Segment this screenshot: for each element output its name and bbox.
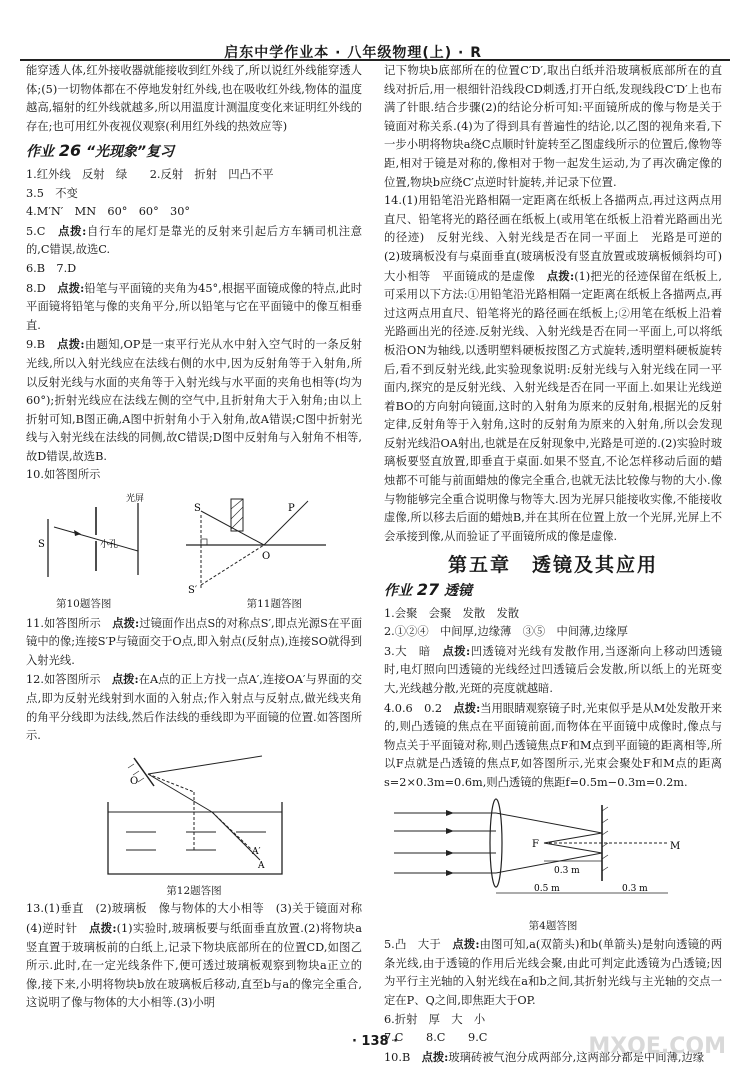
homework-27-heading xyxy=(384,581,722,601)
answer-b5-key: 5.凸 大于 xyxy=(384,938,453,952)
answer-b10-text: 玻璃砖被气泡分成两部分,这两部分都是中间薄,边缘 xyxy=(448,1050,705,1064)
figure-12-svg xyxy=(26,750,362,878)
watermark: MXQE.COM xyxy=(588,1034,726,1059)
hint-tag: 点拨: xyxy=(452,937,480,952)
homework-26-heading xyxy=(26,142,362,162)
answer-b5 xyxy=(384,935,722,1010)
fig4-label-0.3a: 0.3 m xyxy=(554,865,580,876)
header-rule xyxy=(20,59,730,61)
fig10-label-screen: 光屏 xyxy=(126,494,145,505)
answer-11 xyxy=(26,614,362,671)
hint-tag: 点拨: xyxy=(421,1049,449,1064)
answer-14-key: 14.(1)用铅笔沿光路相隔一定距离在纸板上各描两点,再过这两点用直尺、铅笔将光的路径画在纸板上(或用笔在纸板上沿着光路画出光的径迹) 反射光线、入射光线是否在同一平面上 光路是可逆的 (2)玻璃板没有与桌面垂直(玻璃板没有竖直放置或玻璃板倾斜均可) 大小相等 平面镜成的是虚像 xyxy=(384,194,734,283)
fig12-label-a-prime: A′ xyxy=(252,846,261,857)
answer-14 xyxy=(384,192,734,546)
answer-6-7: 6.B 7.D xyxy=(26,261,77,275)
fig10-caption: 第10题答图 xyxy=(56,598,112,611)
answer-13-continued: 记下物块b底部所在的位置C′D′,取出白纸并沿玻璃板底部所在的直线对折后,用一根细针沿线段CD刺透,打开白纸,发现线段C′D′上也布满了针眼.结合步骤(2)的结论分析可知:平面镜所成的像与物是关于镜面对称关系.(4)为了得到具有普遍性的结论,以乙图的视角来看,下一步小明将物块a绕C点顺时针旋转至乙图虚线所示的位置后,像物等距,相对于镜是对称的,像相对于物一起发生运动,为了再次确定像的位置,物块b应绕C′点逆时针旋转,并记录下位置. xyxy=(384,64,722,189)
fig4-label-0.3b: 0.3 m xyxy=(622,883,648,894)
fig11-label-o: O xyxy=(262,551,271,563)
hint-tag: 点拨: xyxy=(57,280,85,295)
fig11-label-s-prime: S′ xyxy=(188,585,198,597)
figure-4-svg xyxy=(384,797,722,913)
hw27-number: 27 xyxy=(416,580,440,600)
answer-12 xyxy=(26,670,362,745)
answer-b4-key: 4.0.6 0.2 xyxy=(384,701,454,715)
answer-9-key: 9.B xyxy=(26,338,58,352)
answer-9-text: 由题知,OP是一束平行光从水中射入空气时的一条反射光线,所以入射光线应在法线右侧的水中,因为反射角等于入射角,所以反射光线与水面的夹角等于入射光线与水平面的夹角也相等(均为60°);折射光线应在法线左侧的空气中,且折射角大于入射角;由以上折射可知,B图正确,A图中折射角小于入射角,故A错误;C图中折射光线与入射光线在法线的同侧,故C错误;D图中反射角与入射角不相等,故D错误,故选B. xyxy=(26,338,362,463)
figure-12 xyxy=(26,750,362,878)
answer-b3-key: 3.大 暗 xyxy=(384,644,443,658)
hint-tag: 点拨: xyxy=(442,643,471,658)
answer-10: 10.如答图所示 xyxy=(26,468,101,482)
answer-b10-key: 10.B xyxy=(384,1050,422,1064)
answer-5 xyxy=(26,222,362,260)
intro-paragraph: 能穿透人体,红外接收器就能接收到红外线了,所以说红外线能穿透人体;(5)一切物体都在不停地发射红外线,也在吸收红外线,物体的温度越高,辐射的红外线就越多,所以用温度计测温度变化来证明红外线的存在;也可用红外夜视仪观察(利用红外线的热效应等) xyxy=(26,64,362,133)
fig11-label-p: P xyxy=(288,503,295,515)
answer-5-key: 5.C xyxy=(26,224,59,238)
answer-b3-text: 凹透镜对光线有发散作用,当逐渐向上移动凹透镜时,电灯照向凹透镜的光线经过凹透镜后会发散,所以纸上的光斑变大,光线越分散,光斑的亮度就越暗. xyxy=(384,644,723,695)
fig4-caption: 第4题答图 xyxy=(528,919,578,932)
fig12-caption: 第12题答图 xyxy=(166,884,222,897)
right-column xyxy=(384,62,734,1067)
hint-tag: 点拨: xyxy=(453,700,481,715)
answer-13 xyxy=(26,900,374,1013)
answer-b2: 2.①②④ 中间厚,边缘薄 ③⑤ 中间薄,边缘厚 xyxy=(384,625,628,639)
answer-11-key: 11.如答图所示 xyxy=(26,616,113,630)
fig10-label-hole: 小孔 xyxy=(100,540,119,551)
hint-tag: 点拨: xyxy=(111,672,139,687)
answer-b1: 1.会聚 会聚 发散 发散 xyxy=(384,606,520,620)
hint-tag: 点拨: xyxy=(112,615,140,630)
page-number: · 138 · xyxy=(351,1034,399,1049)
figure-10-11-svg xyxy=(26,489,362,597)
answer-b3 xyxy=(384,642,722,699)
fig12-label-o: O xyxy=(130,775,139,787)
answer-8-text: 铅笔与平面镜的夹角为45°,根据平面镜成像的特点,此时平面镜将铅笔与像的夹角平分,所以铅笔与它在平面镜中的像互相垂直. xyxy=(26,281,362,332)
answer-b6: 6.折射 厚 大 小 xyxy=(384,1012,486,1026)
answer-12-key: 12.如答图所示 xyxy=(26,673,112,687)
answer-9 xyxy=(26,335,362,466)
answer-b5-text: 由图可知,a(双箭头)和b(单箭头)是射向透镜的两条光线,由于透镜的作用后光线会聚,由此可判定此透镜为凸透镜;因为平行主光轴的入射光线在a和b之间,其折射光线与主光轴的交点一定在P、Q之间,即焦距大于OP. xyxy=(384,938,723,1007)
fig11-label-s: S xyxy=(194,503,201,515)
header-title: 启东中学作业本 · 八年级物理(上) · R xyxy=(224,45,482,61)
answer-14-text: (1)把光的径迹保留在纸板上,可采用以下方法:①用铅笔沿光路相隔一定距离在纸板上各描两点,再过这两点用直尺、铅笔将光的路径画在纸板上;②用笔在纸板上沿着光路画出光的径迹.反射光线、入射光线是否在同一平面上,可以将纸板沿ON为轴线,以透明塑料硬板按图乙方式旋转,透明塑料硬板旋转后,看不到反射光线,此实验现象说明:反射光线与入射光线在同一平面内,探究的是反射光线、入射光线是否在同一平面上.如果让光线逆着BO的方向射向镜面,这时的入射角为原来的反射角,根据光的反射定律,反射角等于入射角,这时的反射角为原来的入射角,所以会发现反射光线沿OA射出,也就是在反射现象中,光路是可逆的.(2)实验时玻璃板要竖直放置,即垂直于桌面.如果不竖直,不论怎样移动后面的蜡烛都不可能与前面蜡烛的像完全重合,也就无法比较像与物的大小.像与物能够完全重合说明像与物等大.因为光屏只能接收实像,不能接收虚像,所以移去后面的蜡烛B,并在其所在位置上放一个光屏,光屏上不会承接到像,从而验证了平面镜所成的像是虚像. xyxy=(384,269,722,543)
figure-4 xyxy=(384,797,722,913)
answer-1: 1.红外线 反射 绿 2.反射 折射 凹凸不平 xyxy=(26,167,274,181)
left-column xyxy=(26,62,374,1013)
answer-11-text: 过镜面作出点S的对称点S′,即点光源S在平面镜中的像;连接S′P与镜面交于O点,即入射点(反射点),连接SO就得到入射光线. xyxy=(26,616,363,667)
answer-b4 xyxy=(384,699,722,793)
answer-8-key: 8.D xyxy=(26,281,58,295)
hint-tag: 点拨: xyxy=(58,223,87,238)
fig12-label-a: A xyxy=(258,860,265,871)
captions-10-11 xyxy=(26,595,362,614)
fig4-label-0.5: 0.5 m xyxy=(534,883,560,894)
hw27-prefix: 作业 xyxy=(384,583,412,600)
figure-10 xyxy=(38,492,144,577)
answer-b7-9: 7.C 8.C 9.C xyxy=(384,1031,488,1045)
hint-tag: 点拨: xyxy=(89,921,117,935)
answer-b4-text: 当用眼睛观察镜子时,光束似乎是从M处发散开来的,则凸透镜的焦点在平面镜前面,而物体在平面镜中成像时,像点与物点关于平面镜对称,则凸透镜焦点F和M点到平面镜的距离相等,所以F点就是凸透镜的焦点F,如答图所示,光束会聚处F和M点的距离s=2×0.3m=0.6m,则凸透镜的焦距f=0.5m−0.3m=0.2m. xyxy=(384,701,722,789)
fig4-label-m: M xyxy=(670,840,681,852)
hint-tag: 点拨: xyxy=(546,268,575,283)
answer-4: 4.M′N′ MN 60° 60° 30° xyxy=(26,205,191,219)
hw27-title: 透镜 xyxy=(444,583,473,600)
hw26-number: 26 xyxy=(58,141,82,161)
answer-12-text: 在A点的正上方找一点A′,连接OA′与界面的交点,即为反射光线射到水面的入射点;作入射点与反射点,做光线夹角的角平分线即为法线,然后作法线的垂线即为平面镜的位置.如答图所示. xyxy=(26,673,363,743)
figures-10-11 xyxy=(26,489,362,597)
fig4-label-f: F xyxy=(532,838,539,850)
answer-5-text: 自行车的尾灯是靠光的反射来引起后方车辆司机注意的,C错误,故选C. xyxy=(26,224,362,257)
hw26-prefix: 作业 xyxy=(26,144,54,161)
fig11-caption: 第11题答图 xyxy=(246,598,302,611)
chapter-title: 第五章 透镜及其应用 xyxy=(447,554,658,577)
page-header xyxy=(0,0,750,60)
answer-13-key: 13.(1)垂直 (2)玻璃板 像与物体的大小相等 (3)关于镜面对称 (4)逆时针 xyxy=(26,902,374,935)
hint-tag: 点拨: xyxy=(57,337,85,352)
hw26-title: “光现象”复习 xyxy=(86,144,175,161)
figure-11 xyxy=(186,499,326,596)
answer-3: 3.5 不变 xyxy=(26,186,78,200)
answer-8 xyxy=(26,279,362,336)
answer-13-text: (1)实验时,玻璃板要与纸面垂直放置.(2)将物块a竖直置于玻璃板前的白纸上,记录下物块底部所在的位置CD,如图乙所示.此时,在一定光线条件下,便可透过玻璃板观察到物块a正立的像,接下来,小明将物块b放在玻璃板后移动,直至b与a的像完全重合,这说明了像与物体的大小相等.(3)小明 xyxy=(26,922,362,1010)
fig10-label-s: S xyxy=(38,539,45,551)
